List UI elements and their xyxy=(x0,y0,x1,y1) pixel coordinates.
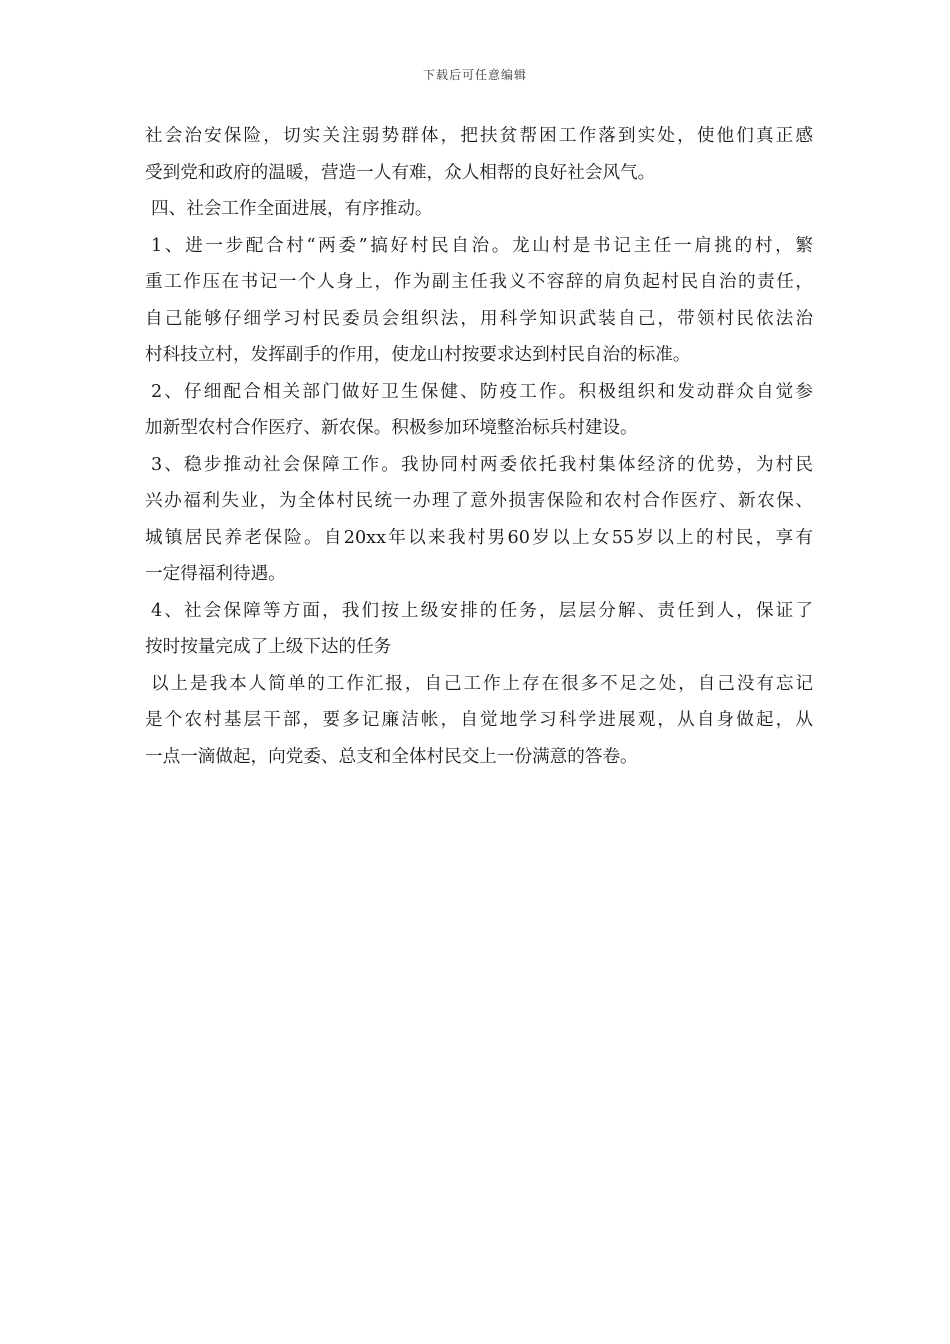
text-line: 2、仔细配合相关部门做好卫生保健、防疫工作。积极组织和发动群众自觉参 xyxy=(151,381,813,402)
text-line: 按时按量完成了上级下达的任务 xyxy=(145,637,392,657)
text-line: 4、社会保障等方面，我们按上级安排的任务，层层分解、责任到人，保证了 xyxy=(151,600,813,621)
text-line: 村科技立村，发挥副手的作用，使龙山村按要求达到村民自治的标准。 xyxy=(145,345,691,365)
text-line: 以上是我本人简单的工作汇报，自己工作上存在很多不足之处，自己没有忘记 xyxy=(151,673,813,694)
text-line: 兴办福利失业，为全体村民统一办理了意外损害保险和农村合作医疗、新农保、 xyxy=(145,491,813,511)
text-line: 一点一滴做起，向党委、总支和全体村民交上一份满意的答卷。 xyxy=(145,746,638,767)
section-heading: 四、社会工作全面进展，有序推动。 xyxy=(151,199,433,219)
text-line: 3、稳步推动社会保障工作。我协同村两委依托我村集体经济的优势，为村民 xyxy=(151,454,813,475)
body-text xyxy=(145,118,813,775)
text-line: 受到党和政府的温暖，营造一人有难，众人相帮的良好社会风气。 xyxy=(145,162,656,183)
text-line: 是个农村基层干部，要多记廉洁帐，自觉地学习科学进展观，从自身做起，从 xyxy=(145,710,813,730)
text-line: 加新型农村合作医疗、新农保。积极参加环境整治标兵村建设。 xyxy=(145,418,638,438)
text-line: 1、进一步配合村“两委”搞好村民自治。龙山村是书记主任一肩挑的村，繁 xyxy=(151,235,813,256)
text-line: 社会治安保险，切实关注弱势群体，把扶贫帮困工作落到实处，使他们真正感 xyxy=(145,126,813,146)
text-line: 一定得福利待遇。 xyxy=(145,564,286,584)
text-line: 自己能够仔细学习村民委员会组织法，用科学知识武装自己，带领村民依法治 xyxy=(145,308,813,329)
text-line: 城镇居民养老保险。自20xx年以来我村男60岁以上女55岁以上的村民，享有 xyxy=(145,527,813,548)
text-line: 重工作压在书记一个人身上，作为副主任我义不容辞的肩负起村民自治的责任， xyxy=(145,272,813,292)
header-note: 下载后可任意编辑 xyxy=(422,68,527,82)
